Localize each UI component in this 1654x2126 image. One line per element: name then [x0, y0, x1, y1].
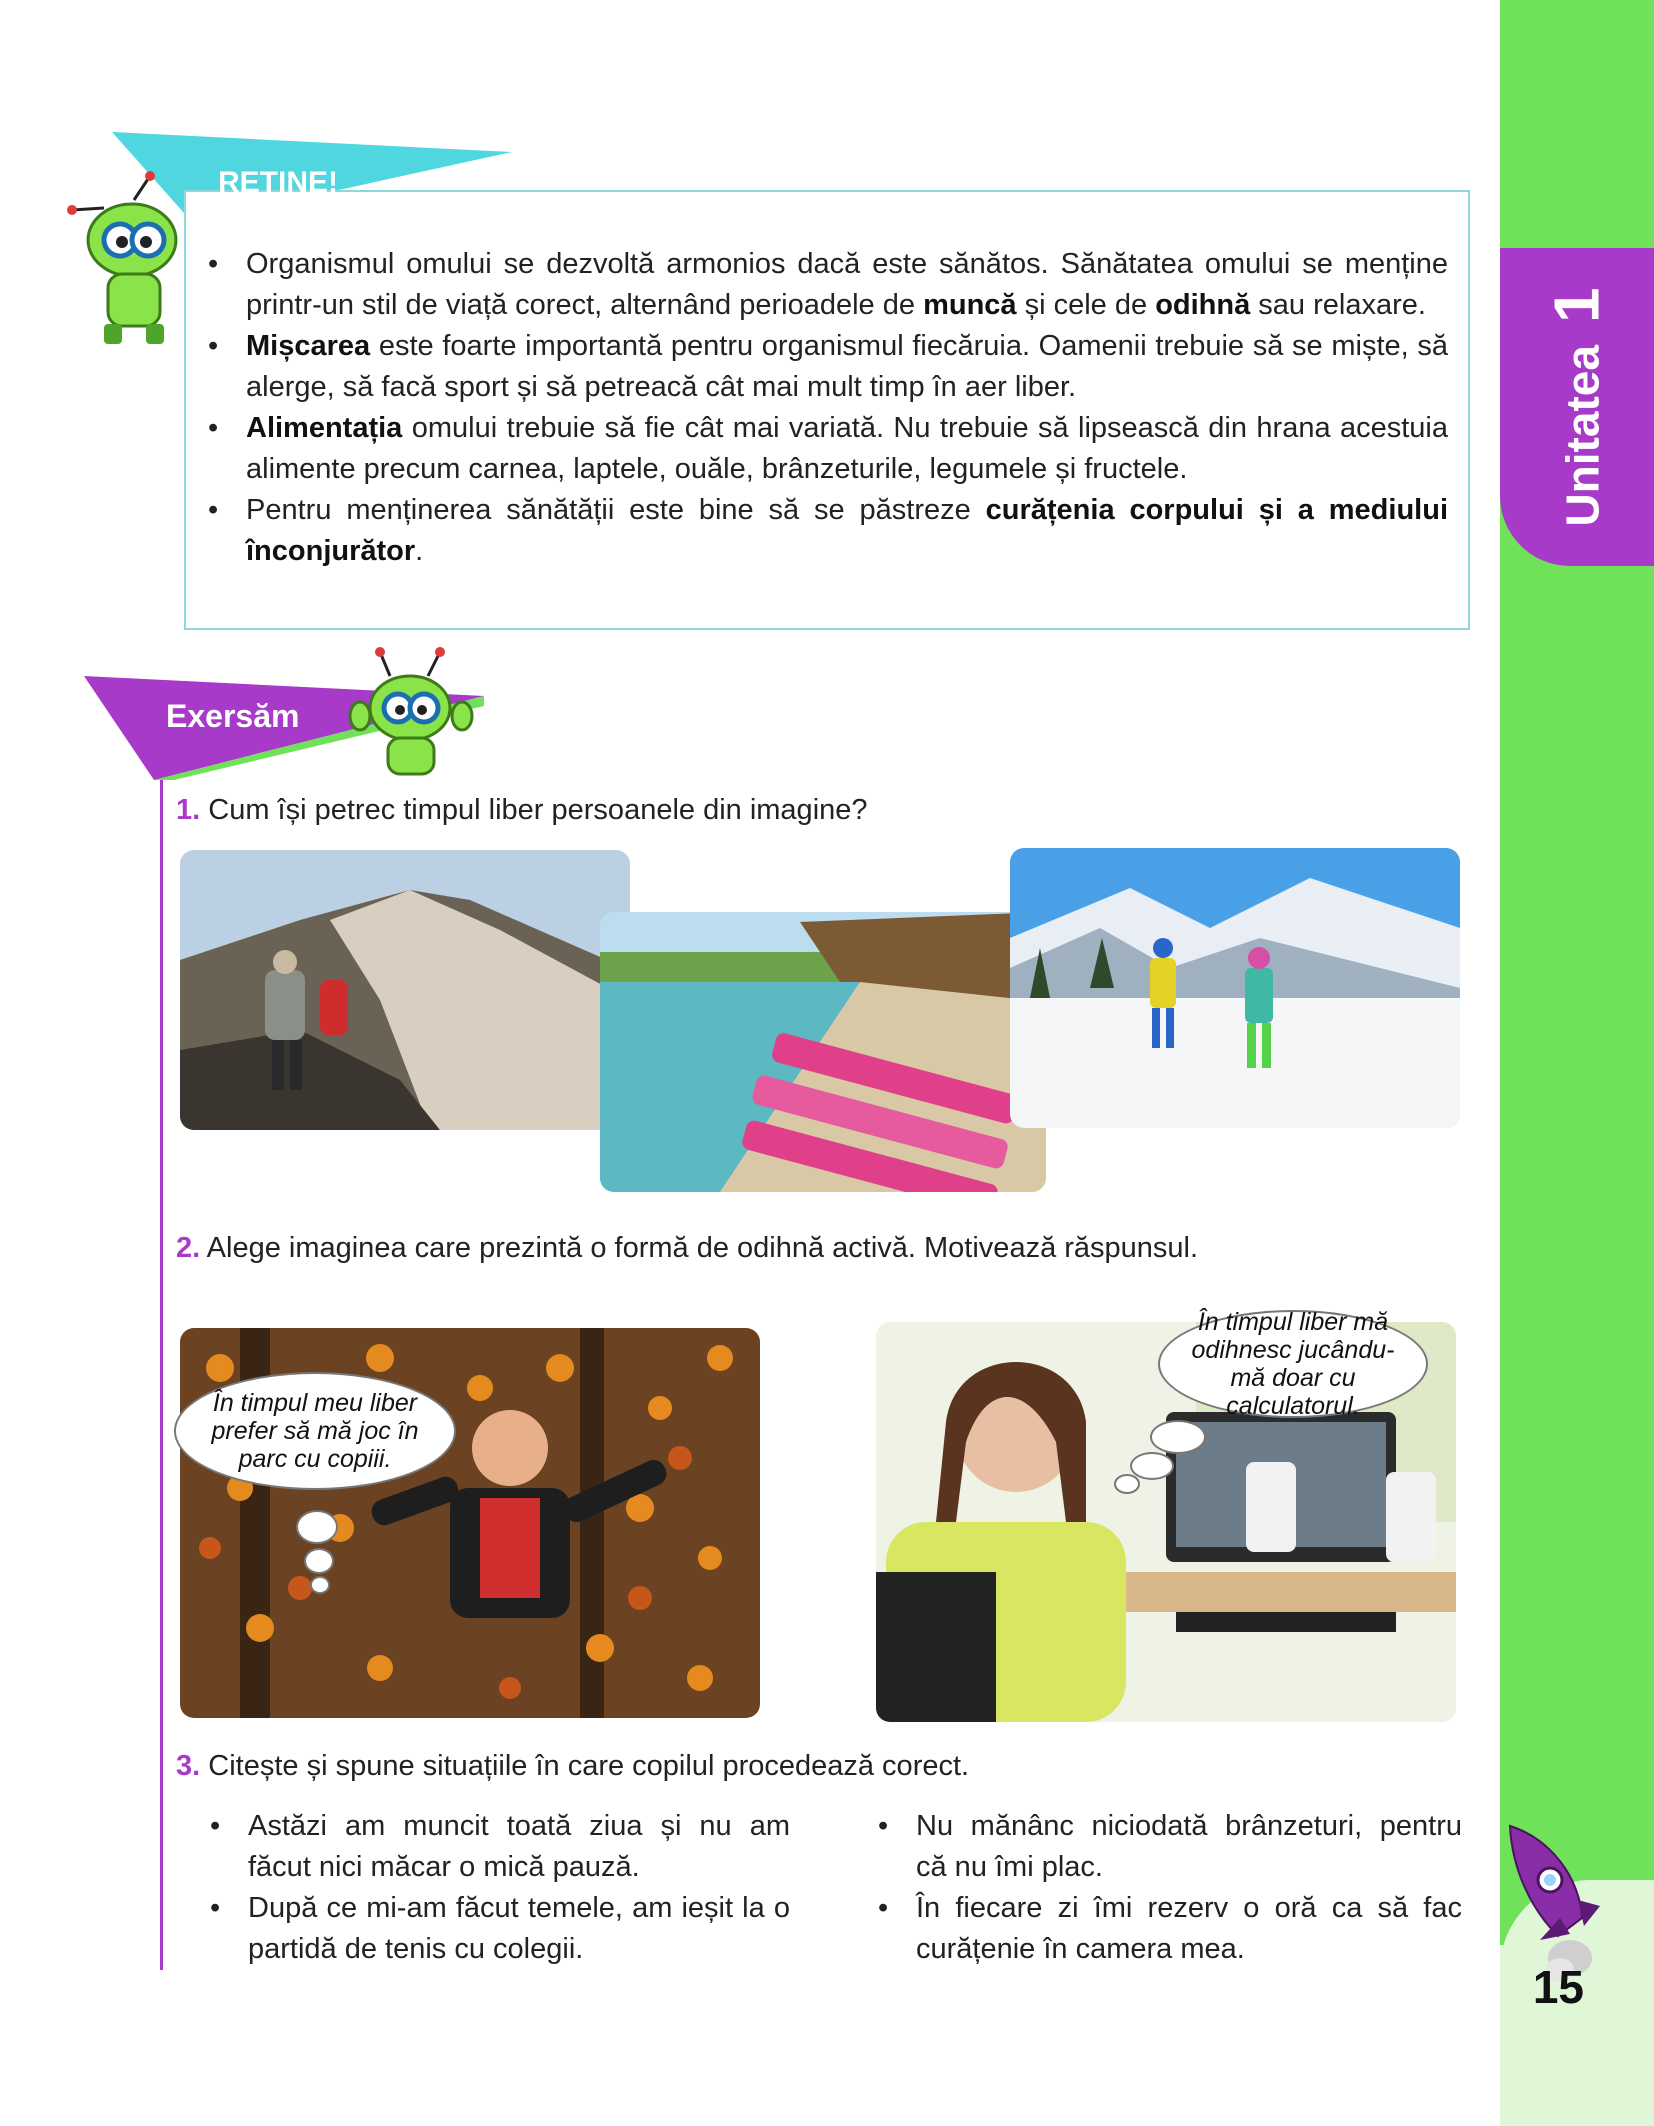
page-number: 15: [1532, 1961, 1584, 2013]
list-item: • Astăzi am muncit toată ziua și nu am făcut nici măcar o mică pauză.: [210, 1806, 790, 1888]
question-2-text: Alege imaginea care prezintă o formă de odihnă activă. Motivează răspunsul.: [206, 1232, 1199, 1264]
list-item: • Nu mănânc niciodată brânzeturi, pentru că nu îmi plac.: [878, 1806, 1462, 1888]
retine-item-text: Pentru menținerea sănătății este bine să se păstreze: [246, 494, 986, 526]
unit-label-text: Unitatea: [1557, 345, 1610, 527]
retine-title: REȚINE!: [218, 166, 338, 199]
question-2: [176, 1232, 1198, 1265]
thought-bubble-left-dot: [304, 1548, 334, 1574]
question-1-number: 1.: [176, 794, 201, 826]
retine-item-text: și cele de: [1016, 289, 1156, 321]
retine-item: [208, 490, 1448, 572]
retine-item-bold-text: odihnă: [1155, 289, 1251, 321]
thought-bubble-left-text: În timpul meu liber prefer să mă joc în parc cu copiii.: [211, 1389, 419, 1473]
thought-bubble-right-dot: [1114, 1474, 1140, 1494]
exersam-vertical-line: [160, 780, 163, 1970]
thought-bubble-left-dot: [296, 1510, 338, 1544]
thought-bubble-left: [174, 1372, 456, 1490]
list-item: • În fiecare zi îmi rezerv o oră ca să fac curățenie în camera mea.: [878, 1888, 1462, 1970]
photo-mountain-hikers: [180, 850, 630, 1130]
retine-item: [208, 408, 1448, 490]
retine-item: [208, 244, 1448, 326]
retine-item-text: .: [415, 535, 424, 567]
thought-bubble-right-dot: [1150, 1420, 1206, 1454]
thought-bubble-right: [1158, 1310, 1428, 1418]
retine-item-text: Organismul omului se dezvoltă armonios dacă este sănătos. Sănătatea omului se menține printr-un stil de viață corect, alternând perioadele de: [246, 248, 1448, 321]
question-3: [176, 1750, 969, 1783]
question-3-number: 3.: [176, 1750, 201, 1782]
photo-skiers: [1010, 848, 1460, 1128]
question-2-number: 2.: [176, 1232, 201, 1264]
thought-bubble-left-dot: [310, 1576, 330, 1594]
unit-number: 1: [1541, 287, 1614, 324]
exersam-title: Exersăm: [166, 698, 300, 734]
question-1-text: Cum își petrec timpul liber persoanele din imagine?: [208, 794, 868, 826]
robot-mascot-icon: [64, 170, 194, 350]
list-item: • După ce mi-am făcut temele, am ieșit la o partidă de tenis cu colegii.: [210, 1888, 790, 1970]
question-3-text: Citește și spune situațiile în care copilul procedează corect.: [208, 1750, 970, 1782]
retine-item-bold-text: Alimentația: [246, 412, 403, 444]
retine-item-bold-text: Mișcarea: [246, 330, 371, 362]
thought-bubble-right-dot: [1130, 1452, 1174, 1480]
robot-mascot-waving-icon: [346, 646, 476, 786]
retine-item-bold-text: curățenia corpului și a mediului înconjurător: [246, 494, 1448, 567]
thought-bubble-right-text: În timpul liber mă odihnesc jucându-mă doar cu calculatorul.: [1191, 1308, 1395, 1420]
retine-item: [208, 326, 1448, 408]
retine-item-text: omului trebuie să fie cât mai variată. Nu trebuie să lipsească din hrana acestuia alimente precum carnea, laptele, ouăle, brânzeturile, legumele și fructele.: [246, 412, 1448, 485]
situations-list-right: [878, 1806, 1462, 1970]
retine-item-text: este foarte importantă pentru organismul fiecăruia. Oamenii trebuie să se miște, să alerge, să facă sport și să petreacă cât mai mult timp în aer liber.: [246, 330, 1448, 403]
retine-item-text: sau relaxare.: [1250, 289, 1426, 321]
photo-beach: [600, 912, 1046, 1192]
retine-list: [208, 244, 1448, 572]
retine-item-bold-text: muncă: [923, 289, 1017, 321]
question-1: [176, 794, 868, 827]
situations-list-left: [210, 1806, 790, 1970]
unit-label: [1500, 248, 1654, 566]
